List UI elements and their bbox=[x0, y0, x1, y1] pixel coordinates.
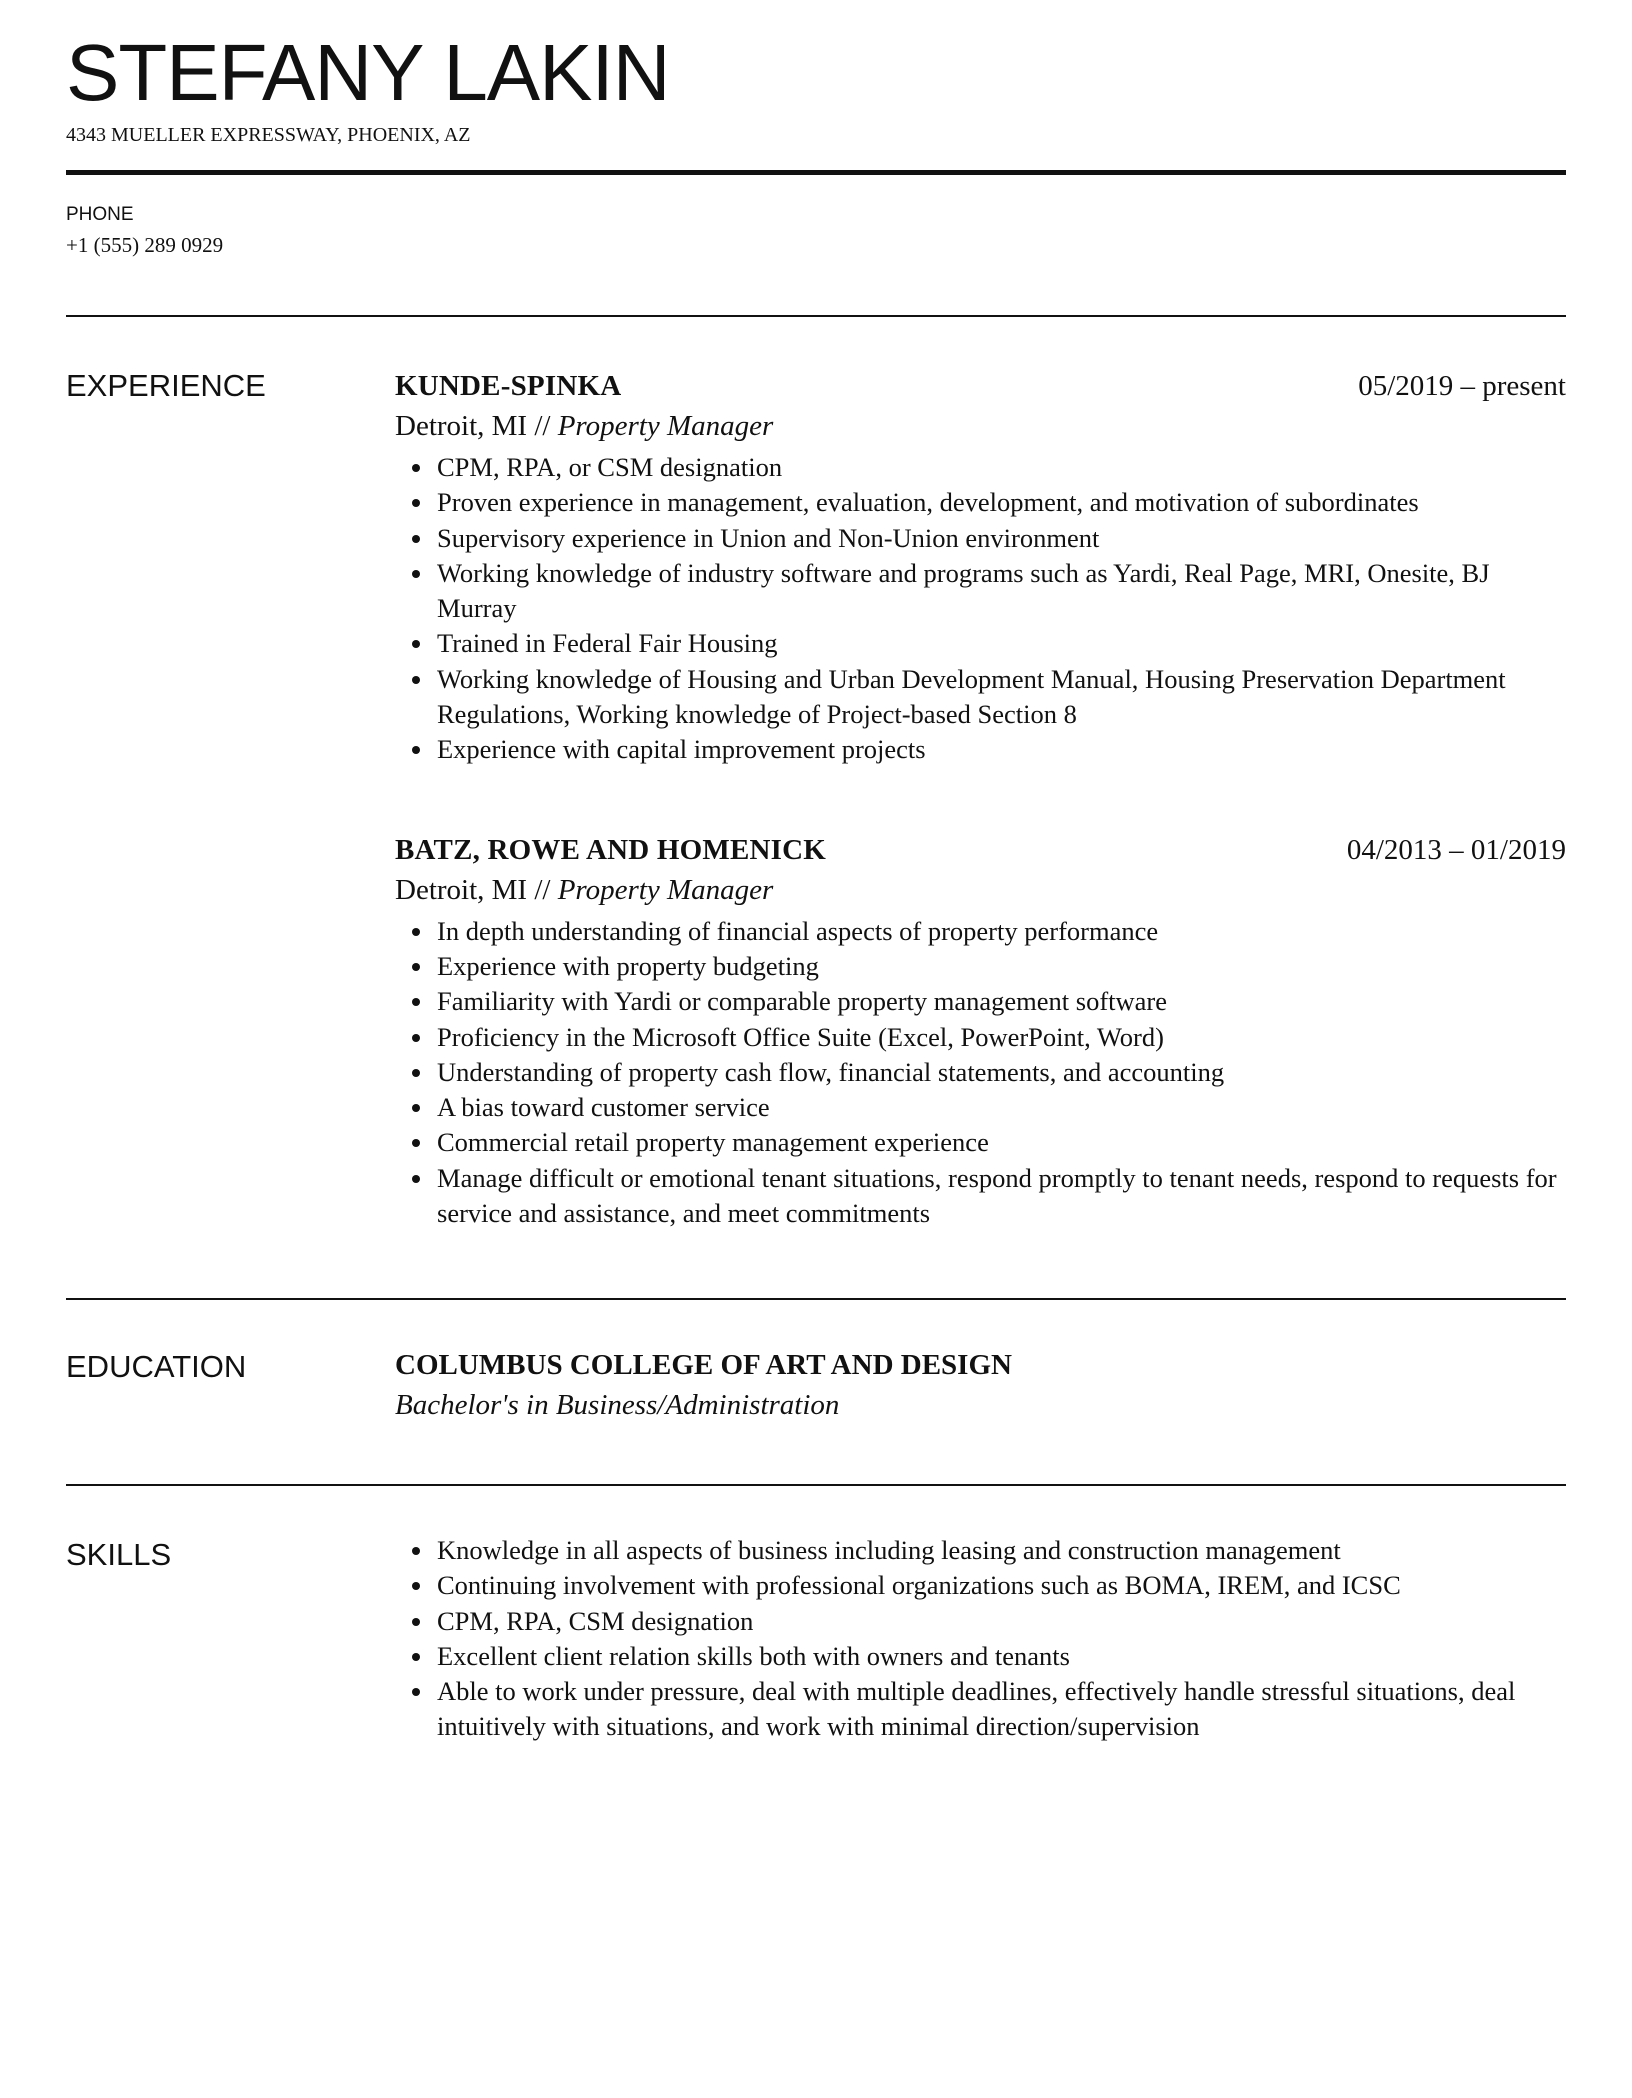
job-entry bbox=[395, 830, 1566, 1232]
list-item: Trained in Federal Fair Housing bbox=[395, 626, 1566, 661]
skills-list bbox=[395, 1533, 1566, 1745]
degree-name: Bachelor's in Business/Administration bbox=[395, 1389, 840, 1421]
school-name: COLUMBUS COLLEGE OF ART AND DESIGN bbox=[395, 1349, 1012, 1381]
list-item: Working knowledge of industry software and programs such as Yardi, Real Page, MRI, Onesite, BJ Murray bbox=[395, 556, 1566, 627]
section-divider bbox=[66, 1484, 1566, 1486]
job-header bbox=[395, 830, 1566, 870]
bullet-icon bbox=[412, 676, 420, 684]
list-item: Supervisory experience in Union and Non-Union environment bbox=[395, 521, 1566, 556]
experience-list bbox=[395, 366, 1566, 1293]
job-role: Property Manager bbox=[557, 410, 774, 442]
job-separator: // bbox=[527, 410, 558, 442]
list-item: Continuing involvement with professional organizations such as BOMA, IREM, and ICSC bbox=[395, 1568, 1566, 1603]
bullet-icon bbox=[412, 1653, 420, 1661]
bullet-icon bbox=[412, 1582, 420, 1590]
job-subtitle bbox=[395, 406, 1566, 446]
job-subtitle bbox=[395, 870, 1566, 910]
list-item: Experience with capital improvement projects bbox=[395, 732, 1566, 767]
list-item: Working knowledge of Housing and Urban Development Manual, Housing Preservation Department Regulations, Working knowledge of Project-based Section 8 bbox=[395, 662, 1566, 733]
company-name: BATZ, ROWE AND HOMENICK bbox=[395, 833, 827, 866]
job-header bbox=[395, 366, 1566, 406]
section-title-experience: EXPERIENCE bbox=[66, 368, 266, 403]
job-separator: // bbox=[527, 873, 558, 906]
job-role: Property Manager bbox=[557, 873, 774, 906]
bullet-icon bbox=[412, 499, 420, 507]
bullet-icon bbox=[412, 535, 420, 543]
bullet-icon bbox=[412, 570, 420, 578]
job-entry bbox=[395, 366, 1566, 768]
section-divider bbox=[66, 315, 1566, 317]
company-name: KUNDE-SPINKA bbox=[395, 370, 622, 402]
list-item: Proven experience in management, evaluation, development, and motivation of subordinates bbox=[395, 485, 1566, 520]
bullet-icon bbox=[412, 1104, 420, 1112]
bullet-icon bbox=[412, 928, 420, 936]
bullet-icon bbox=[412, 1547, 420, 1555]
bullet-icon bbox=[412, 1034, 420, 1042]
bullet-icon bbox=[412, 746, 420, 754]
candidate-address: 4343 MUELLER EXPRESSWAY, PHOENIX, AZ bbox=[66, 124, 471, 146]
bullet-icon bbox=[412, 464, 420, 472]
bullet-icon bbox=[412, 963, 420, 971]
section-divider bbox=[66, 1298, 1566, 1300]
list-item: Knowledge in all aspects of business including leasing and construction management bbox=[395, 1533, 1566, 1568]
list-item: Familiarity with Yardi or comparable property management software bbox=[395, 984, 1566, 1019]
bullet-icon bbox=[412, 1175, 420, 1183]
job-location: Detroit, MI bbox=[395, 410, 528, 442]
phone-label: PHONE bbox=[66, 204, 134, 225]
list-item: Manage difficult or emotional tenant situations, respond promptly to tenant needs, respond to requests for service and assistance, and meet commitments bbox=[395, 1161, 1566, 1232]
education-entry bbox=[395, 1345, 1566, 1425]
bullet-icon bbox=[412, 998, 420, 1006]
bullet-icon bbox=[412, 640, 420, 648]
bullet-icon bbox=[412, 1069, 420, 1077]
candidate-name: STEFANY LAKIN bbox=[66, 28, 670, 117]
list-item: Able to work under pressure, deal with multiple deadlines, effectively handle stressful situations, deal intuitively with situations, and work with minimal direction/supervision bbox=[395, 1674, 1566, 1745]
phone-number: +1 (555) 289 0929 bbox=[66, 233, 224, 257]
job-dates: 04/2013 – 01/2019 bbox=[1346, 833, 1566, 866]
list-item: In depth understanding of financial aspects of property performance bbox=[395, 914, 1566, 949]
bullet-icon bbox=[412, 1688, 420, 1696]
list-item: Proficiency in the Microsoft Office Suite (Excel, PowerPoint, Word) bbox=[395, 1020, 1566, 1055]
section-title-education: EDUCATION bbox=[66, 1349, 247, 1384]
section-title-skills: SKILLS bbox=[66, 1537, 172, 1572]
job-bullet-list bbox=[395, 914, 1566, 1232]
list-item: CPM, RPA, or CSM designation bbox=[395, 450, 1566, 485]
list-item: A bias toward customer service bbox=[395, 1090, 1566, 1125]
list-item: Understanding of property cash flow, financial statements, and accounting bbox=[395, 1055, 1566, 1090]
list-item: Commercial retail property management experience bbox=[395, 1125, 1566, 1160]
job-bullet-list bbox=[395, 450, 1566, 768]
skills-list-wrapper bbox=[395, 1533, 1566, 1745]
bullet-icon bbox=[412, 1139, 420, 1147]
list-item: Experience with property budgeting bbox=[395, 949, 1566, 984]
list-item: CPM, RPA, CSM designation bbox=[395, 1604, 1566, 1639]
header-divider bbox=[66, 170, 1566, 175]
bullet-icon bbox=[412, 1618, 420, 1626]
job-location: Detroit, MI bbox=[395, 873, 528, 906]
list-item: Excellent client relation skills both with owners and tenants bbox=[395, 1639, 1566, 1674]
job-dates: 05/2019 – present bbox=[1358, 370, 1566, 402]
